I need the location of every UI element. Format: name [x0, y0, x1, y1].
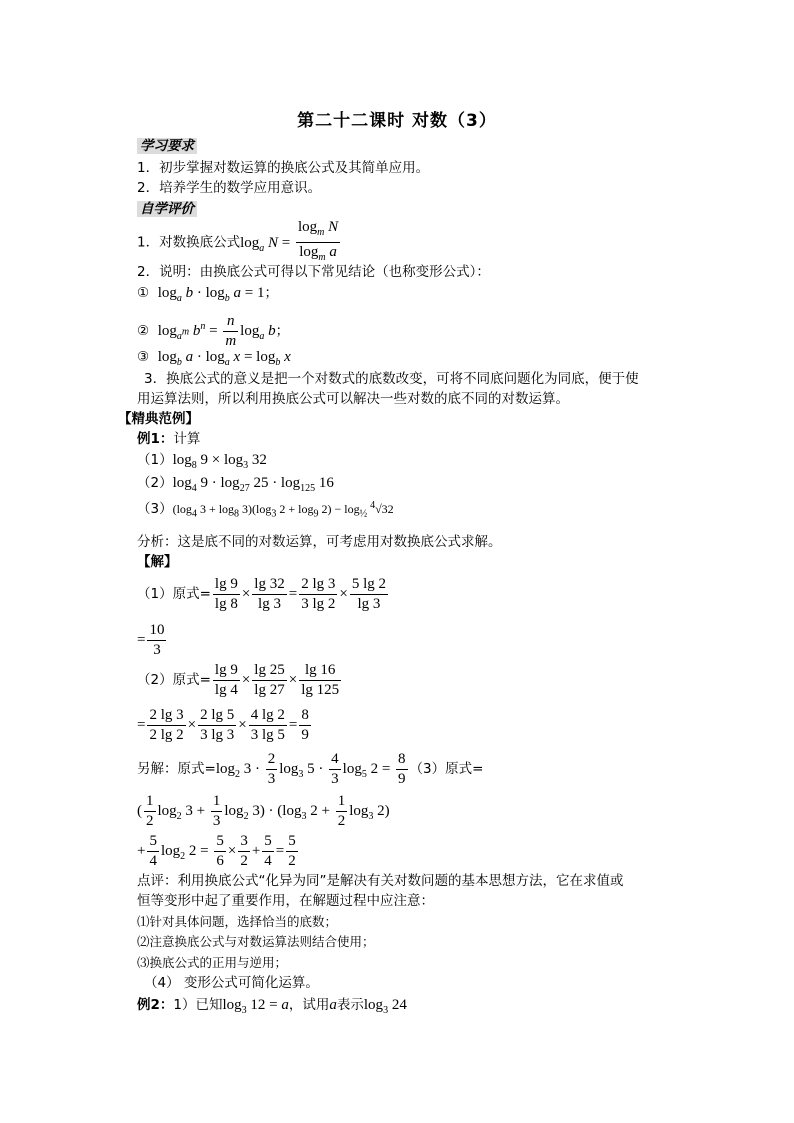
note-4: （4） 变形公式可简化运算。	[144, 975, 319, 991]
corollary-3: ③ $\log_b a \cdot \log_a x = \log_b x$	[137, 349, 291, 368]
example-2-heading: 例2：1）已知$\log_3 12 = a$，试用a表示$\log_3 24$	[137, 997, 407, 1016]
solution-3-line-1: ( $\frac{1}{2}$ $\log_2 3$ + $\frac{1}{3}$ $\log_2 3) \cdot (\log_3$ 2 + $\frac{1}{2}$ $\log_3 2$)	[137, 792, 390, 829]
explanation-line: 2．说明：由换底公式可得以下常见结论（也称变形公式）：	[137, 264, 490, 280]
requirement-item: 2．培养学生的数学应用意识。	[137, 180, 322, 196]
corollary-2: ② $\log_{a^m} b^n$ = $\frac{n}{m}$ $\log_a b$；	[137, 312, 290, 349]
meaning-paragraph: 3．换底公式的意义是把一个对数式的底数改变，可将不同底问题化为同底，便于使	[144, 371, 639, 387]
comment-line-2: 恒等变形中起了重要作用，在解题过程中应注意：	[137, 893, 434, 909]
analysis-text: 分析：这是底不同的对数运算，可考虑用对数换底公式求解。	[137, 534, 502, 550]
section-header-self-evaluation: 自学评价	[137, 200, 197, 218]
alternative-solution: 另解：原式$=\log_2$ 3 · $\frac{2}{3}$ $\log_3 5$ · $\frac{4}{3}$ $\log_5 2$ = $\frac{8}{9}$ （3）原式=	[137, 750, 484, 787]
requirement-item: 1．初步掌握对数运算的换底公式及其简单应用。	[137, 160, 430, 176]
change-of-base-formula: 1．对数换底公式$\log_a N$ = $\frac{\log_m N}{\log_m a}$	[137, 219, 339, 263]
example-1-heading: 例1：计算	[137, 431, 201, 447]
example-1-part-2: $(2)\log_4$ $9 \cdot \log_{27} 25 \cdot \log_{125} 16$	[137, 475, 334, 494]
note-2: ⑵注意换底公式与对数运算法则结合使用；	[137, 934, 375, 949]
meaning-paragraph-cont: 用运算法则，所以利用换底公式可以解决一些对数的底不同的对数运算。	[137, 391, 569, 407]
page-title: 第二十二课时 对数（3）	[297, 111, 497, 131]
comment-line-1: 点评：利用换底公式“化异为同”是解决有关对数问题的基本思想方法，它在求值或	[137, 873, 624, 889]
example-1-part-1: $(1)\log_8$ $9 \times \log_3 32$	[137, 452, 267, 471]
corollary-1: ① $\log_a b \cdot \log_b a = 1$；	[137, 285, 279, 304]
section-header-learning-requirements: 学习要求	[137, 137, 197, 155]
solution-2-result: = $\frac{2 \lg 3}{2 \lg 2}$ × $\frac{2 \lg 5}{3 \lg 3}$ × $\frac{4 \lg 2}{3 \lg 5}$ = $\frac{8}{9}$	[137, 706, 309, 743]
solution-2: （2）原式= $\frac{\lg 9}{\lg 4}$ × $\frac{\lg 25}{\lg 27}$ × $\frac{\lg 16}{\lg 125}$	[137, 661, 340, 698]
example-1-part-3: $(3)(\log_4$ $3 + \log_8 3)(\log_3$ $2 + \log_9 2) - \log_{\frac{1}{2}} ^4√32$	[137, 500, 394, 520]
note-1: ⑴针对具体问题，选择恰当的底数；	[137, 914, 338, 929]
solution-1-result: = $\frac{10}{3}$	[137, 621, 165, 658]
note-3: ⑶换底公式的正用与逆用；	[137, 955, 288, 970]
solution-3-line-2: + $\frac{5}{4}$ $\log_2 2$ = $\frac{5}{6}$ × $\frac{3}{2}$ + $\frac{5}{4}$ = $\frac{5}{2}$	[137, 832, 296, 869]
section-header-examples: 【精典范例】	[118, 411, 199, 427]
solution-1: （1）原式= $\frac{\lg 9}{\lg 8}$ × $\frac{\lg 32}{\lg 3}$ = $\frac{2 \lg 3}{3 \lg 2}$ × $\frac{5 \lg 2}{\lg 3}$	[137, 575, 386, 612]
solution-header: 【解】	[137, 554, 178, 570]
